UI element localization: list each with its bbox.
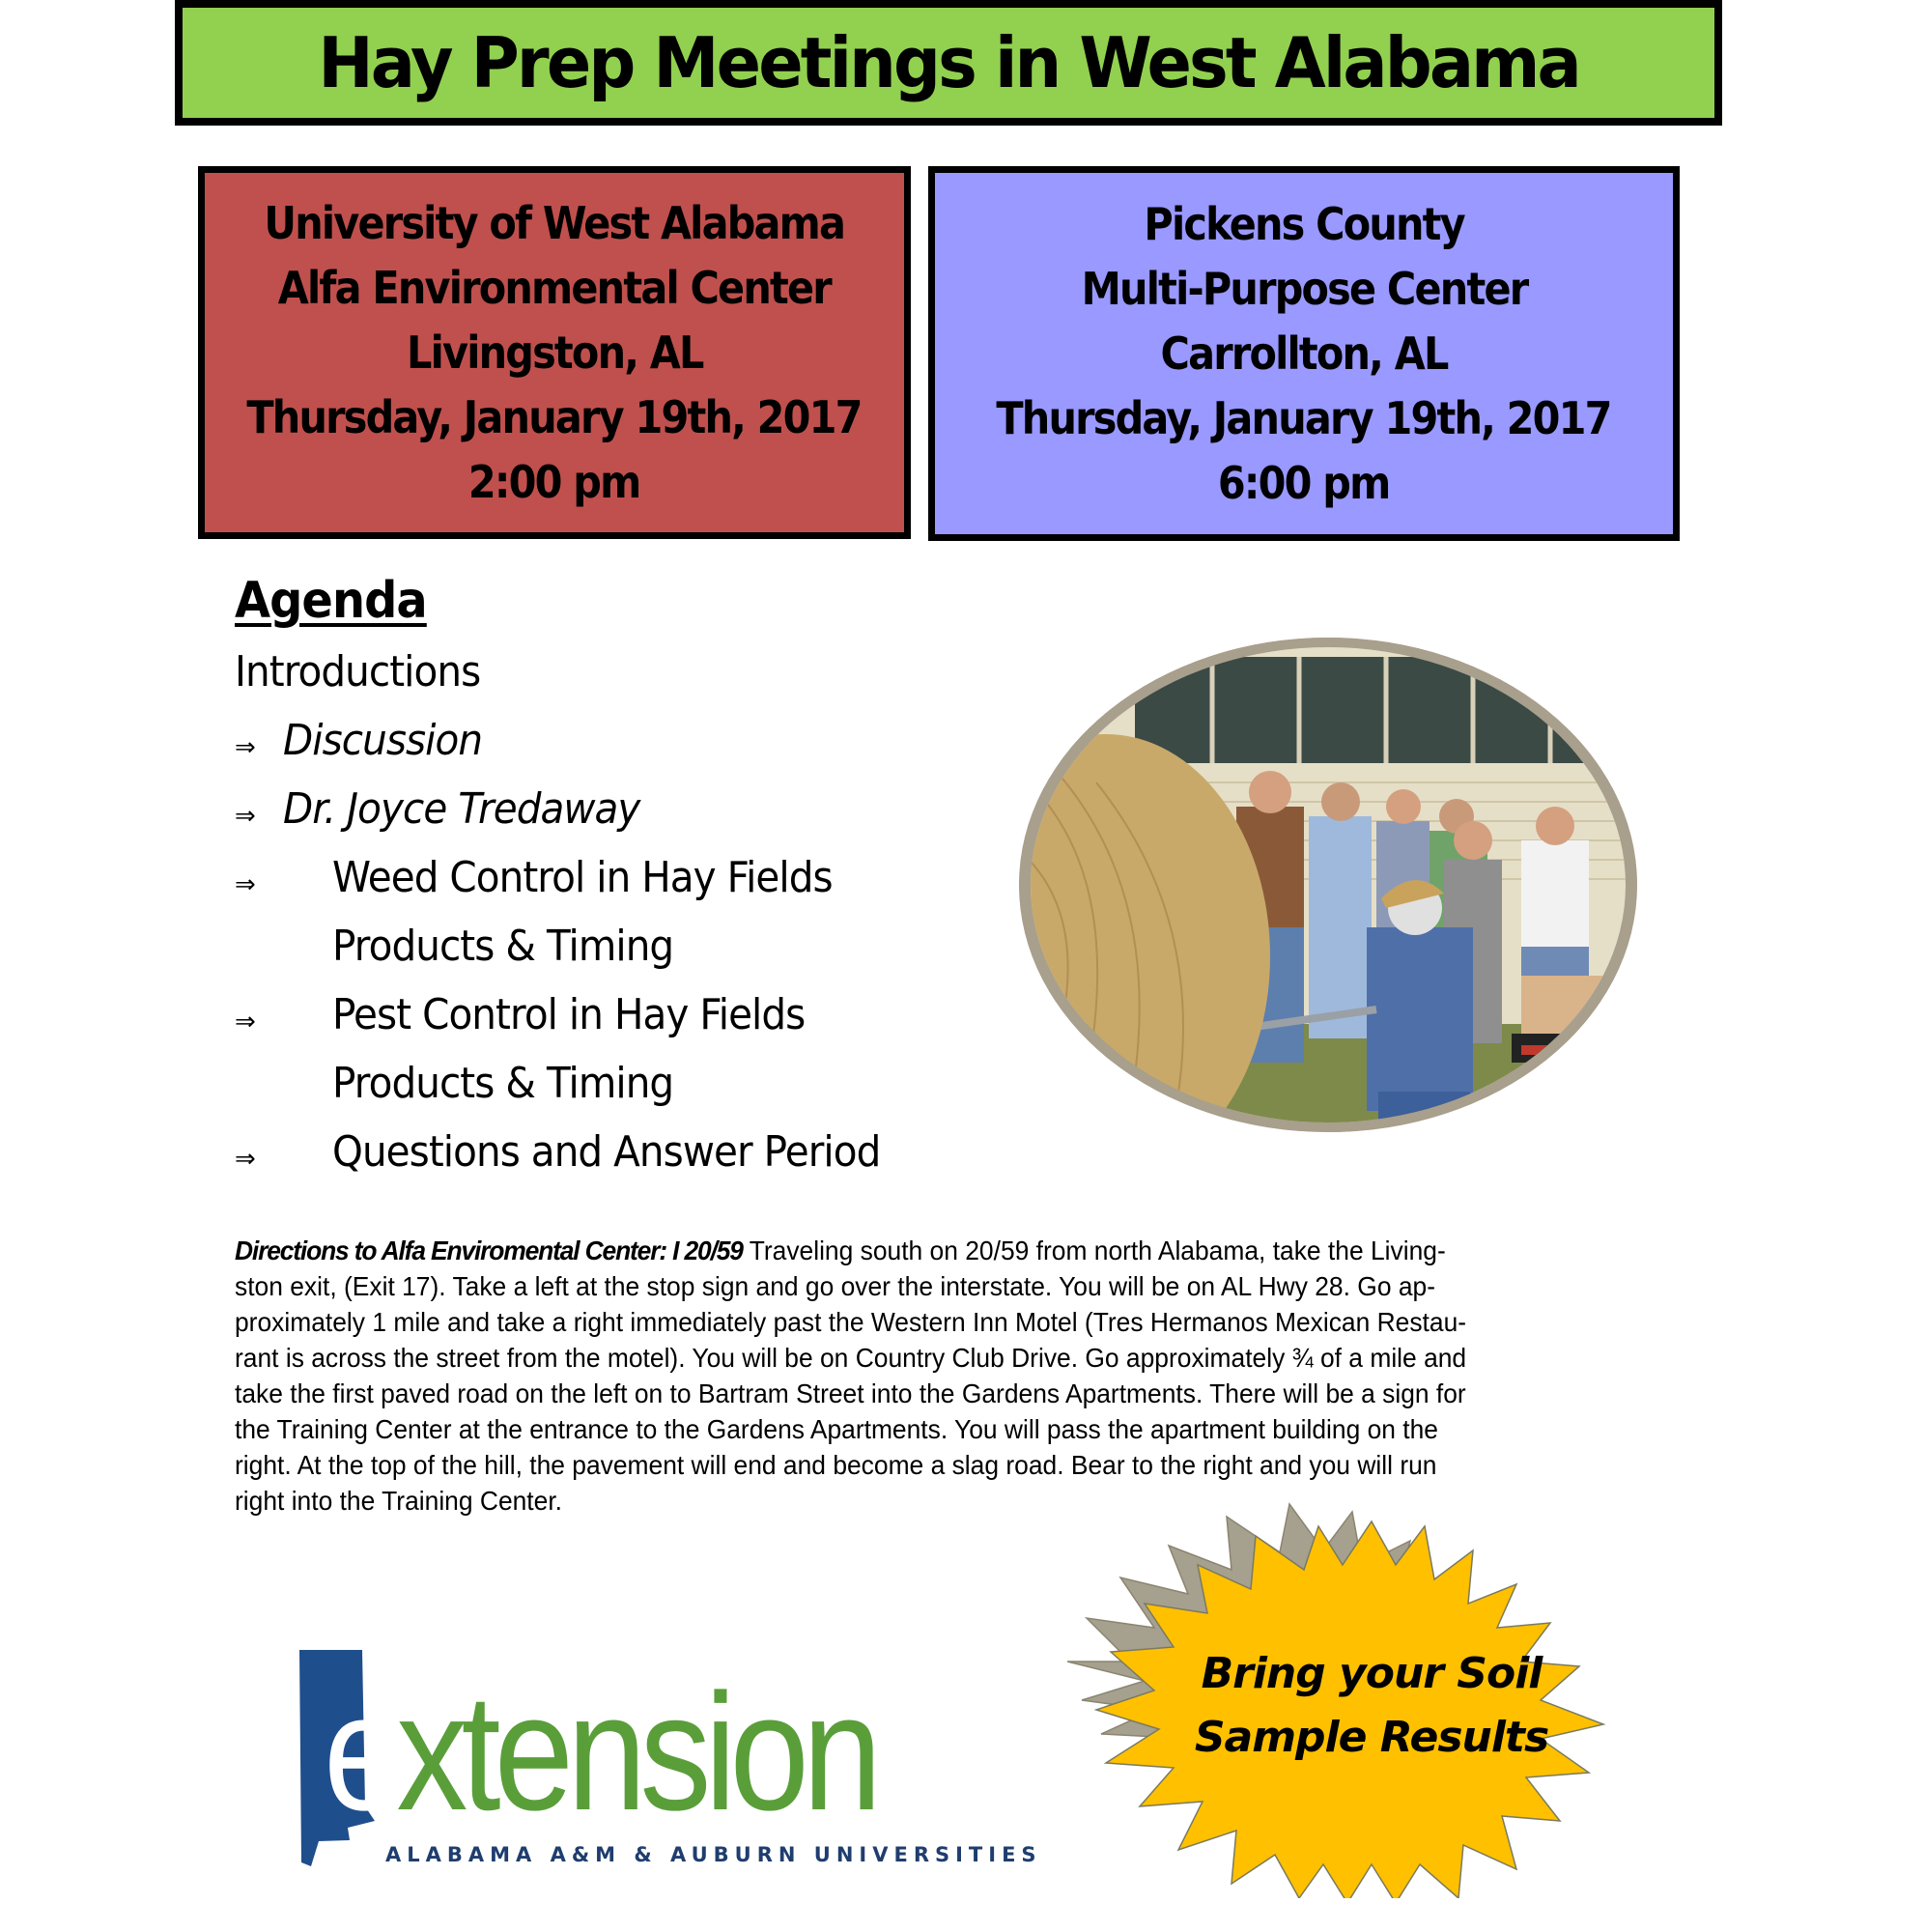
callout-text bbox=[1062, 1642, 1681, 1770]
venue-name: University of West Alabama bbox=[264, 196, 845, 249]
directions-lead: Directions to Alfa Enviromental Center: I 20/59 bbox=[235, 1236, 743, 1265]
venue-building: Alfa Environmental Center bbox=[277, 261, 832, 314]
agenda-item bbox=[235, 912, 928, 980]
agenda-item-text: Products & Timing bbox=[332, 922, 674, 971]
directions-line: rant is across the street from the motel). You will be on Country Club Drive. Go approximately ¾ of a mile and bbox=[235, 1343, 1467, 1373]
agenda-item-text: Introductions bbox=[235, 647, 481, 696]
directions-line: proximately 1 mile and take a right immediately past the Western Inn Motel (Tres Hermanos Mexican Restau- bbox=[235, 1307, 1467, 1337]
agenda-item bbox=[235, 843, 928, 912]
agenda-item bbox=[235, 775, 928, 843]
agenda-item bbox=[235, 1049, 928, 1118]
agenda-section bbox=[235, 572, 928, 1186]
extension-logo bbox=[290, 1642, 1042, 1874]
venue-city: Livingston, AL bbox=[406, 326, 703, 379]
agenda-item bbox=[235, 980, 928, 1049]
logo-word-rest: xtension bbox=[396, 1660, 876, 1845]
agenda-item-text: Dr. Joyce Tredaway bbox=[283, 784, 640, 834]
venue-date: Thursday, January 19th, 2017 bbox=[246, 390, 863, 443]
agenda-item bbox=[235, 638, 928, 706]
photo-illustration bbox=[1019, 638, 1637, 1132]
agenda-item-text: Products & Timing bbox=[332, 1059, 674, 1108]
page-title: Hay Prep Meetings in West Alabama bbox=[318, 22, 1579, 103]
callout-line-2: Sample Results bbox=[1194, 1713, 1549, 1762]
directions-line: the Training Center at the entrance to the Gardens Apartments. You will pass the apartment building on the bbox=[235, 1414, 1438, 1444]
agenda-heading: Agenda bbox=[235, 572, 427, 630]
logo-wordmark bbox=[324, 1660, 876, 1845]
venue-card-livingston bbox=[198, 166, 911, 539]
agenda-item-text: Pest Control in Hay Fields bbox=[332, 990, 806, 1039]
directions-line: right into the Training Center. bbox=[235, 1486, 562, 1516]
double-arrow-right-icon: ⇒ bbox=[235, 733, 256, 762]
agenda-item bbox=[235, 706, 928, 775]
venue-building: Multi-Purpose Center bbox=[1081, 262, 1527, 315]
double-arrow-right-icon: ⇒ bbox=[235, 870, 256, 899]
double-arrow-right-icon: ⇒ bbox=[235, 1008, 256, 1037]
agenda-item-text: Discussion bbox=[283, 716, 483, 765]
venue-card-carrollton bbox=[928, 166, 1680, 541]
venue-time: 6:00 pm bbox=[1218, 456, 1390, 509]
double-arrow-right-icon: ⇒ bbox=[235, 1145, 256, 1174]
directions-line: take the first paved road on the left on to Bartram Street into the Gardens Apartments. There will be a sign for bbox=[235, 1378, 1466, 1408]
agenda-item bbox=[235, 1118, 928, 1186]
logo-subtitle: ALABAMA A&M & AUBURN UNIVERSITIES bbox=[385, 1843, 1042, 1866]
directions-paragraph bbox=[235, 1233, 1664, 1519]
double-arrow-right-icon: ⇒ bbox=[235, 802, 256, 831]
venue-city: Carrollton, AL bbox=[1160, 327, 1448, 380]
agenda-item-text: Weed Control in Hay Fields bbox=[332, 853, 833, 902]
directions-line: ston exit, (Exit 17). Take a left at the stop sign and go over the interstate. You will be on AL Hwy 28. Go ap- bbox=[235, 1271, 1436, 1301]
soil-sample-callout bbox=[1062, 1492, 1681, 1898]
logo-letter-e: e bbox=[324, 1660, 397, 1845]
title-banner bbox=[175, 0, 1722, 126]
directions-line bbox=[235, 1233, 1607, 1268]
directions-text: Traveling south on 20/59 from north Alabama, take the Living- bbox=[742, 1236, 1446, 1265]
venue-time: 2:00 pm bbox=[468, 455, 640, 508]
venue-date: Thursday, January 19th, 2017 bbox=[996, 391, 1612, 444]
agenda-item-text: Questions and Answer Period bbox=[332, 1127, 881, 1177]
callout-line-1: Bring your Soil bbox=[1201, 1649, 1543, 1698]
hay-demonstration-photo bbox=[1019, 638, 1637, 1132]
venue-name: Pickens County bbox=[1144, 197, 1464, 250]
directions-line: right. At the top of the hill, the pavement will end and become a slag road. Bear to the right and you will run bbox=[235, 1450, 1437, 1480]
